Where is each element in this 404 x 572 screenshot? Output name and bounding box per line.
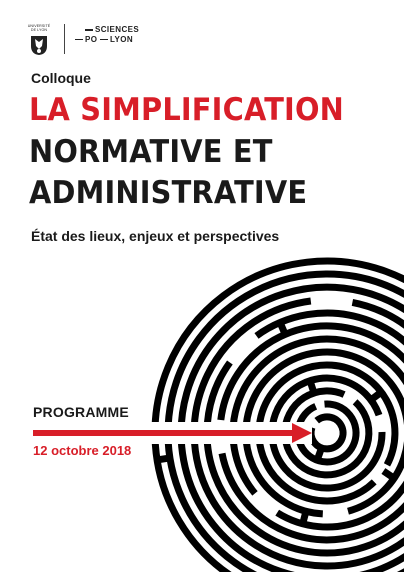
universite-logo-text-2: DE LYON bbox=[30, 28, 48, 32]
maze-ring bbox=[311, 417, 343, 449]
universite-logo-text-1: UNIVERSITÉ bbox=[27, 24, 51, 28]
event-type-label: Colloque bbox=[31, 70, 91, 86]
event-date: 12 octobre 2018 bbox=[33, 443, 132, 458]
title-line-3: ADMINISTRATIVE bbox=[29, 175, 308, 211]
sciences-po-logo-line1: SCIENCES bbox=[95, 25, 140, 34]
sciences-po-logo-po: PO bbox=[85, 34, 98, 44]
programme-label: PROGRAMME bbox=[33, 404, 129, 420]
sciences-po-logo-lyon: LYON bbox=[109, 34, 134, 44]
subtitle: État des lieux, enjeux et perspectives bbox=[31, 228, 280, 244]
title-line-1: LA SIMPLIFICATION bbox=[29, 92, 344, 128]
title-line-2: NORMATIVE ET bbox=[29, 134, 273, 170]
